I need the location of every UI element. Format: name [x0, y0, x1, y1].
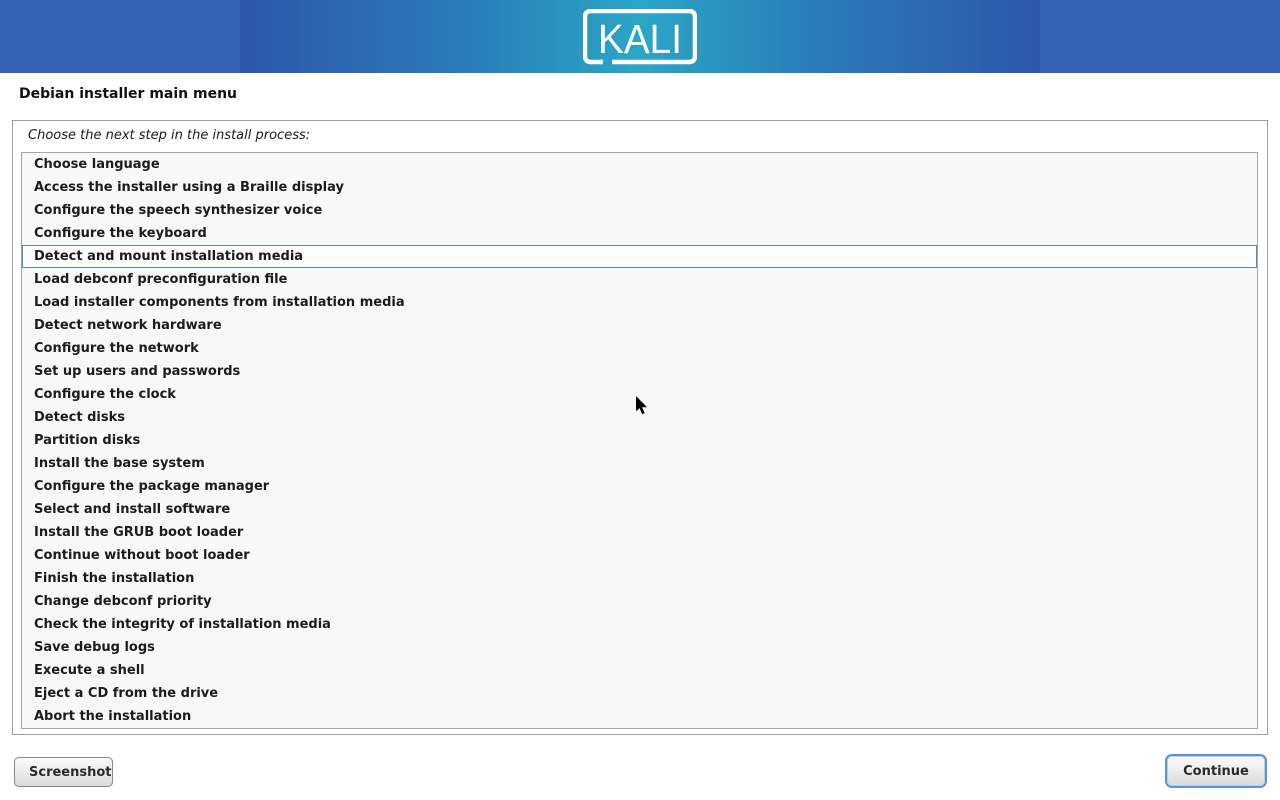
- main-menu-frame: [12, 120, 1268, 735]
- menu-item[interactable]: Install the base system: [34, 456, 205, 471]
- menu-item[interactable]: Partition disks: [34, 433, 141, 448]
- menu-item[interactable]: Detect network hardware: [34, 318, 222, 333]
- menu-item[interactable]: Configure the network: [34, 341, 199, 356]
- menu-item[interactable]: Configure the package manager: [34, 479, 270, 494]
- instruction-label: Choose the next step in the install process:: [28, 128, 311, 143]
- menu-item[interactable]: Access the installer using a Braille display: [34, 180, 344, 195]
- kali-banner: [0, 0, 1280, 73]
- menu-item[interactable]: Load installer components from installation media: [34, 295, 405, 310]
- menu-list: [21, 152, 1258, 729]
- menu-item[interactable]: Eject a CD from the drive: [34, 686, 219, 701]
- menu-item[interactable]: Save debug logs: [34, 640, 155, 655]
- screenshot-button[interactable]: Screenshot: [14, 757, 113, 787]
- continue-button[interactable]: Continue: [1167, 756, 1265, 786]
- menu-item[interactable]: Install the GRUB boot loader: [34, 525, 244, 540]
- menu-item[interactable]: Change debconf priority: [34, 594, 212, 609]
- kali-logo-icon: [583, 9, 697, 65]
- menu-item[interactable]: Check the integrity of installation media: [34, 617, 331, 632]
- menu-item[interactable]: Configure the keyboard: [34, 226, 207, 241]
- menu-item[interactable]: Continue without boot loader: [34, 548, 250, 563]
- menu-item[interactable]: Finish the installation: [34, 571, 195, 586]
- menu-item-selected[interactable]: Detect and mount installation media: [22, 245, 1257, 268]
- menu-item[interactable]: Configure the speech synthesizer voice: [34, 203, 323, 218]
- kali-logo-text: KALI: [598, 16, 682, 62]
- menu-item[interactable]: Choose language: [34, 157, 160, 172]
- menu-item[interactable]: Select and install software: [34, 502, 231, 517]
- menu-item[interactable]: Configure the clock: [34, 387, 176, 402]
- menu-item[interactable]: Detect disks: [34, 410, 125, 425]
- menu-item[interactable]: Execute a shell: [34, 663, 145, 678]
- menu-item[interactable]: Abort the installation: [34, 709, 192, 724]
- page-title: Debian installer main menu: [19, 86, 238, 102]
- menu-item[interactable]: Set up users and passwords: [34, 364, 241, 379]
- menu-item[interactable]: Load debconf preconfiguration file: [34, 272, 288, 287]
